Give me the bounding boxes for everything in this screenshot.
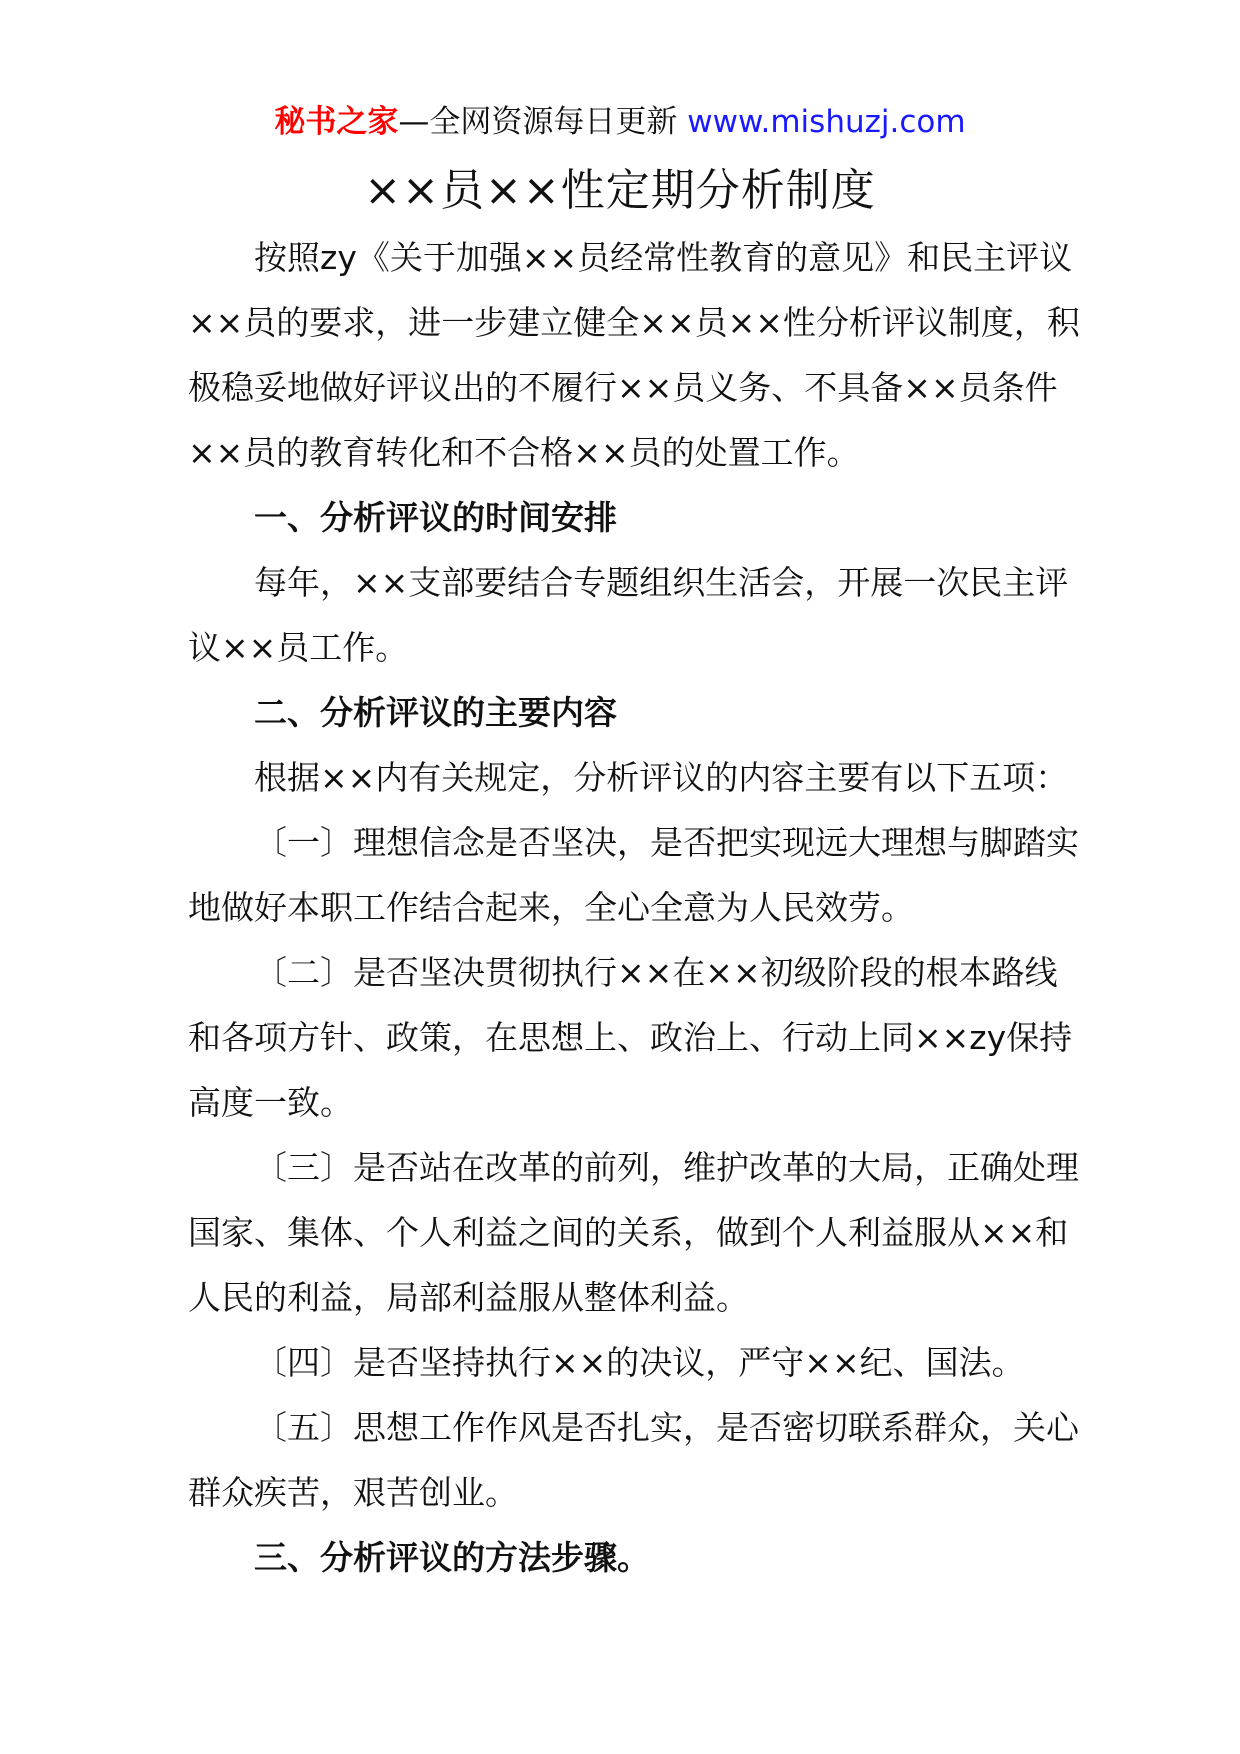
body-paragraph: 根据××内有关规定，分析评议的内容主要有以下五项： — [254, 758, 1069, 797]
list-item-2: 〔二〕是否坚决贯彻执行××在××初级阶段的根本路线和各项方针、政策，在思想上、政治上、行动上同××zy保持高度一致。 — [188, 953, 1073, 1122]
intro-paragraph: 按照zy《关于加强××员经常性教育的意见》和民主评议××员的要求，进一步建立健全××员××性分析评议制度，积极稳妥地做好评议出的不履行××员义务、不具备××员条件××员的教育转化和不合格××员的处置工作。 — [188, 238, 1080, 472]
section-heading-1: 一、分析评议的时间安排 — [254, 498, 617, 537]
section-heading-3: 三、分析评议的方法步骤。 — [254, 1538, 650, 1577]
body-paragraph: 每年，××支部要结合专题组织生活会，开展一次民主评议××员工作。 — [188, 563, 1069, 667]
brand-name: 秘书之家 — [274, 104, 399, 140]
list-item-1: 〔一〕理想信念是否坚决，是否把实现远大理想与脚踏实地做好本职工作结合起来，全心全意为人民效劳。 — [188, 823, 1079, 927]
site-banner — [0, 102, 1240, 142]
document-title: ××员××性定期分析制度 — [364, 165, 876, 216]
list-item-5: 〔五〕思想工作作风是否扎实，是否密切联系群众，关心群众疾苦，艰苦创业。 — [188, 1408, 1079, 1512]
section-heading-2: 二、分析评议的主要内容 — [254, 693, 617, 732]
list-item-4: 〔四〕是否坚持执行××的决议，严守××纪、国法。 — [254, 1343, 1025, 1382]
document-body — [188, 225, 1080, 1590]
brand-url-link[interactable]: www.mishuzj.com — [687, 104, 966, 140]
brand-slogan: —全网资源每日更新 — [398, 104, 688, 140]
list-item-3: 〔三〕是否站在改革的前列，维护改革的大局，正确处理国家、集体、个人利益之间的关系，做到个人利益服从××和人民的利益，局部利益服从整体利益。 — [188, 1148, 1079, 1317]
